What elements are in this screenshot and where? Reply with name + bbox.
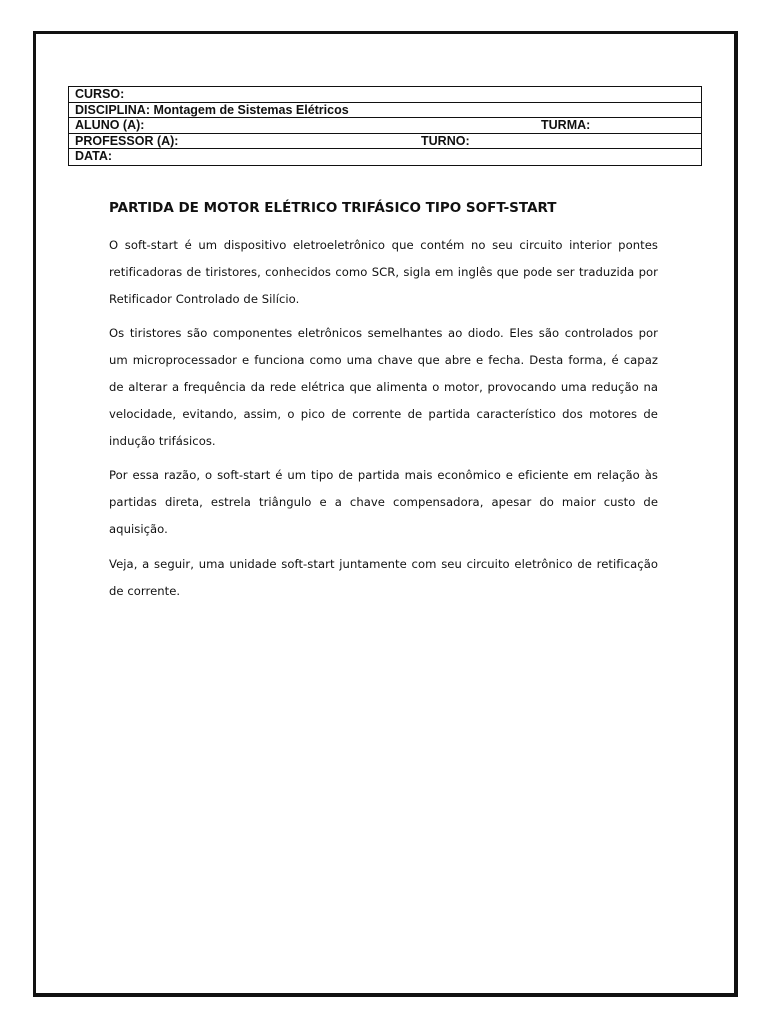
header-form xyxy=(68,86,702,166)
disciplina-row xyxy=(69,103,701,119)
paragraph: O soft-start é um dispositivo eletroeletrônico que contém no seu circuito interior pontes retificadoras de tiristores, conhecidos como SCR, sigla em inglês que pode ser traduzida por Retificador Controlado de Silício. xyxy=(109,238,658,306)
data-label: DATA: xyxy=(75,149,113,163)
disciplina-value: Montagem de Sistemas Elétricos xyxy=(153,102,349,117)
professor-label: PROFESSOR (A): xyxy=(75,133,179,148)
turma-label: TURMA: xyxy=(541,118,591,132)
curso-row xyxy=(69,87,701,103)
paragraph: Por essa razão, o soft-start é um tipo de partida mais econômico e eficiente em relação às partidas direta, estrela triângulo e a chave compensadora, apesar do maior custo de aquisição. xyxy=(109,468,658,536)
paragraph: Veja, a seguir, uma unidade soft-start juntamente com seu circuito eletrônico de retificação de corrente. xyxy=(109,556,658,598)
curso-label: CURSO: xyxy=(75,87,125,101)
paragraph: Os tiristores são componentes eletrônicos semelhantes ao diodo. Eles são controlados por um microprocessador e funciona como uma chave que abre e fecha. Desta forma, é capaz de alterar a frequência da rede elétrica que alimenta o motor, provocando uma redução na velocidade, evitando, assim, o pico de corrente de partida característico dos motores de indução trifásicos. xyxy=(109,326,658,448)
turno-label: TURNO: xyxy=(421,133,470,148)
aluno-label: ALUNO (A): xyxy=(75,118,145,132)
document-body xyxy=(109,200,658,612)
aluno-row xyxy=(69,118,701,134)
disciplina-label: DISCIPLINA: xyxy=(75,102,150,117)
professor-row xyxy=(69,134,701,150)
document-title: PARTIDA DE MOTOR ELÉTRICO TRIFÁSICO TIPO SOFT-START xyxy=(109,200,557,216)
data-row xyxy=(69,149,701,165)
